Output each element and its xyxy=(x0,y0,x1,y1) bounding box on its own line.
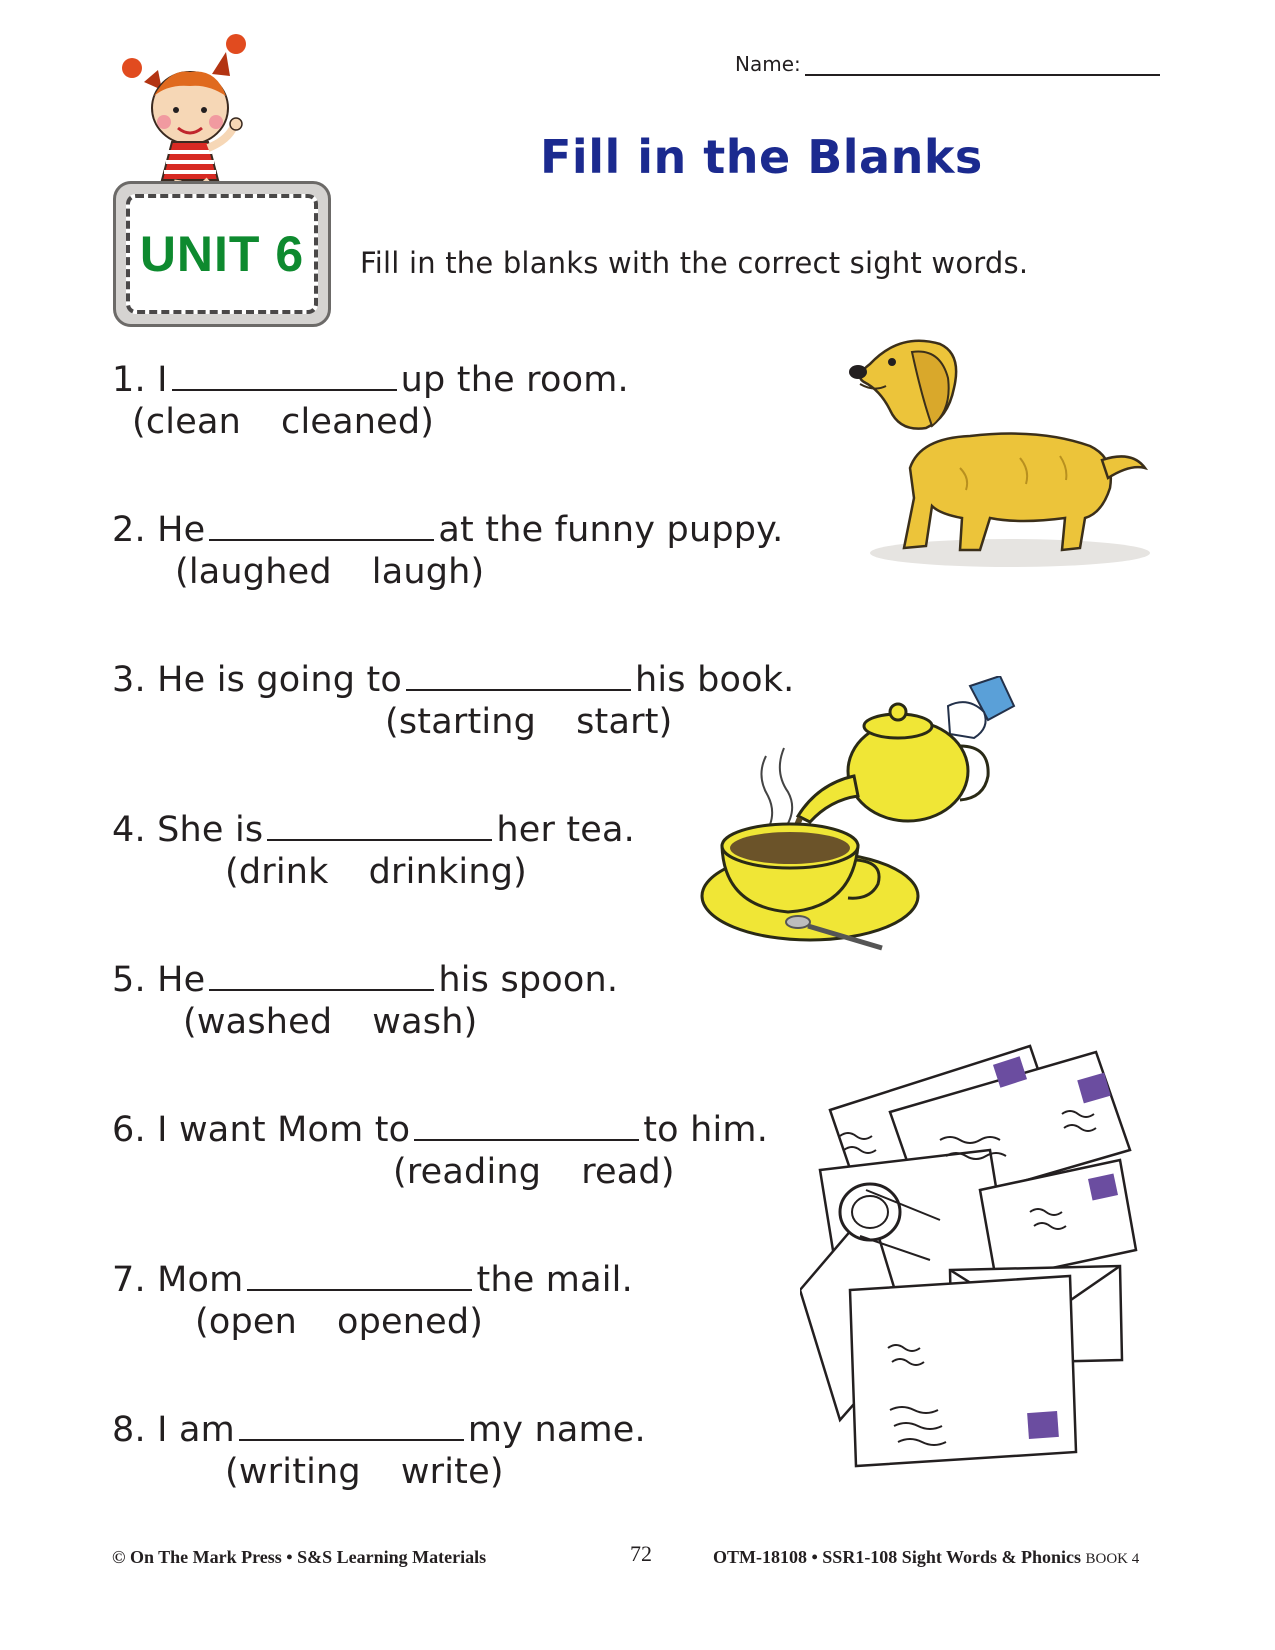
question-5-prefix: 5. He xyxy=(112,960,206,1000)
question-3-blank[interactable] xyxy=(406,657,631,691)
question-7-choices xyxy=(195,1302,483,1342)
question-8-choices xyxy=(225,1452,504,1492)
unit-badge-inner xyxy=(126,194,318,314)
question-4 xyxy=(112,807,635,850)
choice: (washed xyxy=(183,1002,333,1042)
choice: wash) xyxy=(372,1002,478,1042)
question-2-blank[interactable] xyxy=(209,507,434,541)
question-1-prefix: 1. I xyxy=(112,360,168,400)
question-6-prefix: 6. I want Mom to xyxy=(112,1110,411,1150)
question-2-prefix: 2. He xyxy=(112,510,206,550)
question-7-prefix: 7. Mom xyxy=(112,1260,244,1300)
choice: (drink xyxy=(225,852,329,892)
question-8 xyxy=(112,1407,646,1450)
choice: laugh) xyxy=(371,552,485,592)
name-label: Name: xyxy=(735,52,801,76)
question-7 xyxy=(112,1257,633,1300)
choice: (writing xyxy=(225,1452,361,1492)
question-5 xyxy=(112,957,618,1000)
choice: (clean xyxy=(132,402,241,442)
question-3 xyxy=(112,657,795,700)
question-6-choices xyxy=(393,1152,675,1192)
question-8-blank[interactable] xyxy=(239,1407,464,1441)
question-8-prefix: 8. I am xyxy=(112,1410,235,1450)
question-4-blank[interactable] xyxy=(267,807,492,841)
footer-book-info xyxy=(713,1547,1139,1568)
unit-badge xyxy=(113,181,331,327)
page-title: Fill in the Blanks xyxy=(540,130,983,184)
unit-label: UNIT 6 xyxy=(139,226,305,282)
choice: (open xyxy=(195,1302,298,1342)
choice: (reading xyxy=(393,1152,542,1192)
choice: read) xyxy=(581,1152,675,1192)
choice: cleaned) xyxy=(281,402,435,442)
question-1-blank[interactable] xyxy=(172,357,397,391)
question-2 xyxy=(112,507,783,550)
footer-code: OTM-18108 • SSR1-108 Sight Words & Phonics xyxy=(713,1547,1082,1567)
puppy-illustration xyxy=(840,328,1160,578)
teapot-tea-illustration xyxy=(698,676,1028,966)
question-6 xyxy=(112,1107,768,1150)
choice: drinking) xyxy=(368,852,528,892)
question-3-prefix: 3. He is going to xyxy=(112,660,402,700)
question-2-choices xyxy=(175,552,484,592)
question-5-suffix: his spoon. xyxy=(438,960,619,1000)
question-6-blank[interactable] xyxy=(414,1107,639,1141)
name-line[interactable] xyxy=(805,54,1160,76)
question-4-choices xyxy=(225,852,527,892)
question-1-suffix: up the room. xyxy=(400,360,629,400)
choice: write) xyxy=(400,1452,504,1492)
choice: (laughed xyxy=(175,552,332,592)
question-7-suffix: the mail. xyxy=(476,1260,633,1300)
question-4-suffix: her tea. xyxy=(496,810,636,850)
question-6-suffix: to him. xyxy=(643,1110,769,1150)
footer-book-number: BOOK 4 xyxy=(1085,1551,1140,1567)
name-field xyxy=(735,52,1160,76)
question-8-suffix: my name. xyxy=(467,1410,646,1450)
choice: start) xyxy=(576,702,673,742)
question-7-blank[interactable] xyxy=(247,1257,472,1291)
page-number: 72 xyxy=(630,1541,652,1566)
mail-envelopes-illustration xyxy=(800,1040,1140,1510)
question-1-choices xyxy=(132,402,434,442)
choice: (starting xyxy=(385,702,537,742)
instructions: Fill in the blanks with the correct sight words. xyxy=(360,246,1029,280)
question-3-suffix: his book. xyxy=(635,660,795,700)
footer-copyright: © On The Mark Press • S&S Learning Materials xyxy=(112,1547,487,1567)
question-2-suffix: at the funny puppy. xyxy=(438,510,784,550)
question-3-choices xyxy=(385,702,672,742)
question-1 xyxy=(112,357,629,400)
question-4-prefix: 4. She is xyxy=(112,810,264,850)
question-5-blank[interactable] xyxy=(209,957,434,991)
question-5-choices xyxy=(183,1002,477,1042)
choice: opened) xyxy=(337,1302,484,1342)
